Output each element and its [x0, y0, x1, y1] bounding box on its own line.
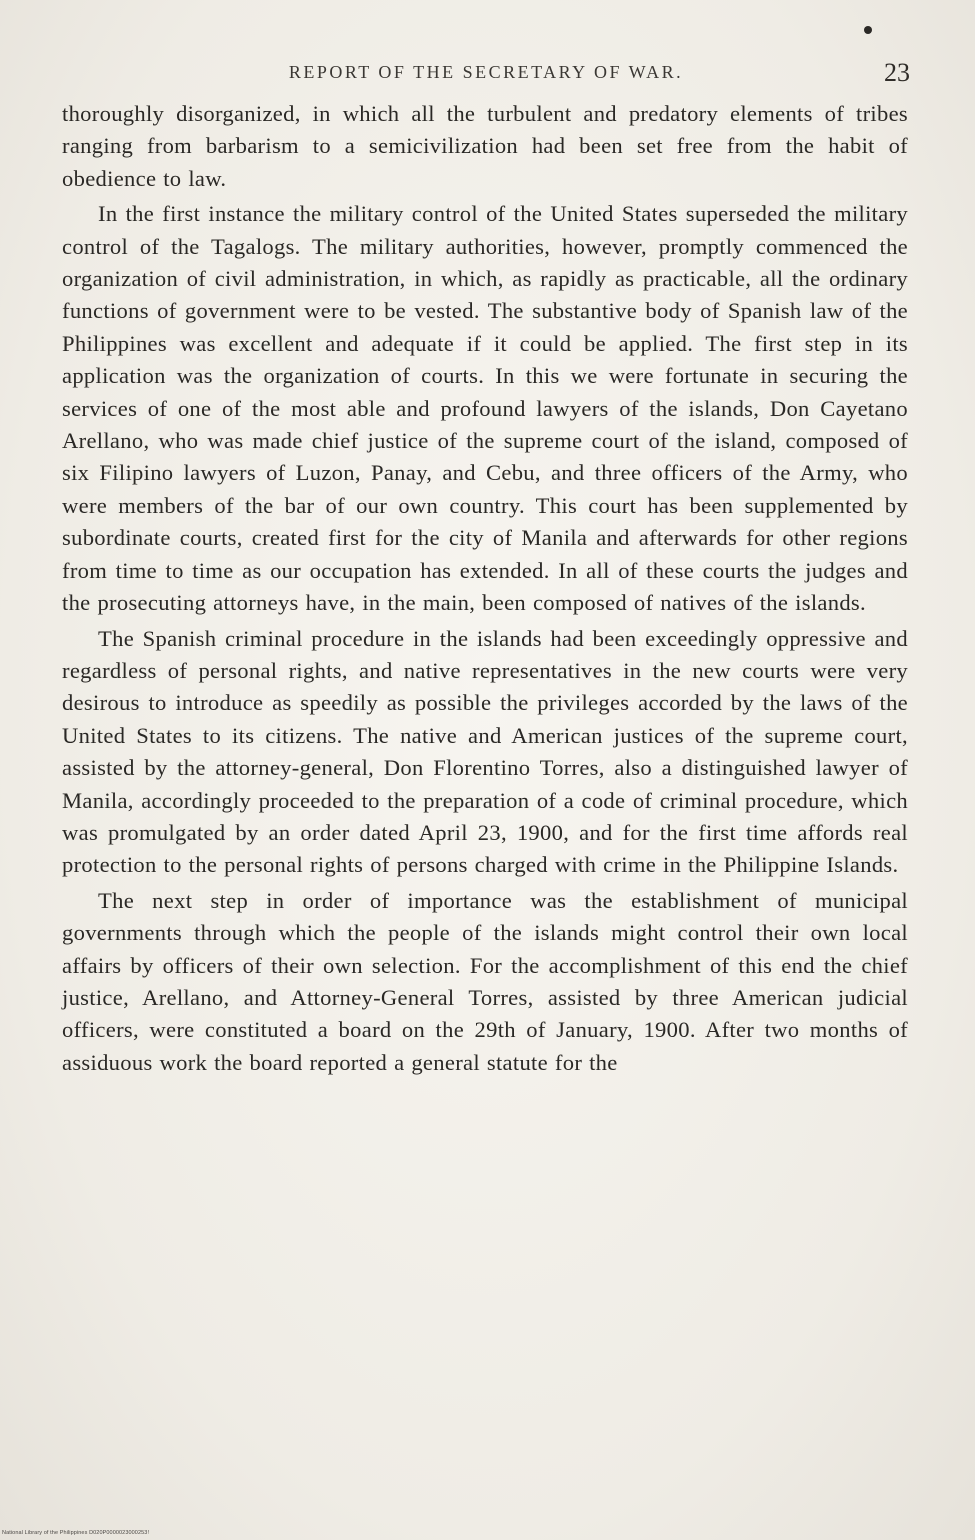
- paragraph-criminal-procedure: The Spanish criminal procedure in the islands had been exceedingly oppressive and regardless of personal rights, and native representatives in the new courts were very desirous to introduce as speedily as possible the privileges accorded by the laws of the United States to its citizens. The native and American justices of the supreme court, assisted by the attorney-general, Don Florentino Torres, also a distinguished lawyer of Manila, accordingly proceeded to the preparation of a code of criminal procedure, which was promulgated by an order dated April 23, 1900, and for the first time affords real protection to the personal rights of persons charged with crime in the Philippine Islands.: [62, 625, 908, 878]
- paragraph-continuation: thoroughly disorganized, in which all the turbulent and predatory elements of tribes ranging from barbarism to a semicivilization had been set free from the habit of obedience to law.: [62, 101, 908, 191]
- running-head: REPORT OF THE SECRETARY OF WAR.: [288, 62, 684, 82]
- library-stamp: National Library of the Philippines D020P0000023000253!: [2, 1530, 150, 1536]
- paragraph-municipal-governments: The next step in order of importance was the establishment of municipal governments through which the people of the islands might control their own local affairs by officers of their own selection. For the accomplishment of this end the chief justice, Arellano, and Attorney-General Torres, assisted by three American judicial officers, were constituted a board on the 29th of January, 1900. After two months of assiduous work the board reported a general statute for the: [62, 887, 908, 1075]
- page-header: [62, 58, 910, 94]
- body-text: [62, 98, 908, 1079]
- ink-speck: [864, 26, 872, 34]
- paragraph-courts: In the first instance the military control of the United States superseded the military control of the Tagalogs. The military authorities, however, promptly commenced the organization of civil administration, in which, as rapidly as practicable, all the ordinary functions of government were to be vested. The substantive body of Spanish law of the Philippines was excellent and adequate if it could be applied. The first step in its application was the organization of courts. In this we were fortunate in securing the services of one of the most able and profound lawyers of the islands, Don Cayetano Arellano, who was made chief justice of the supreme court of the island, composed of six Filipino lawyers of Luzon, Panay, and Cebu, and three officers of the Army, who were members of the bar of our own country. This court has been supplemented by subordinate courts, created first for the city of Manila and afterwards for other regions from time to time as our occupation has extended. In all of these courts the judges and the prosecuting attorneys have, in the main, been composed of natives of the islands.: [62, 201, 908, 616]
- page-number: 23: [884, 58, 910, 87]
